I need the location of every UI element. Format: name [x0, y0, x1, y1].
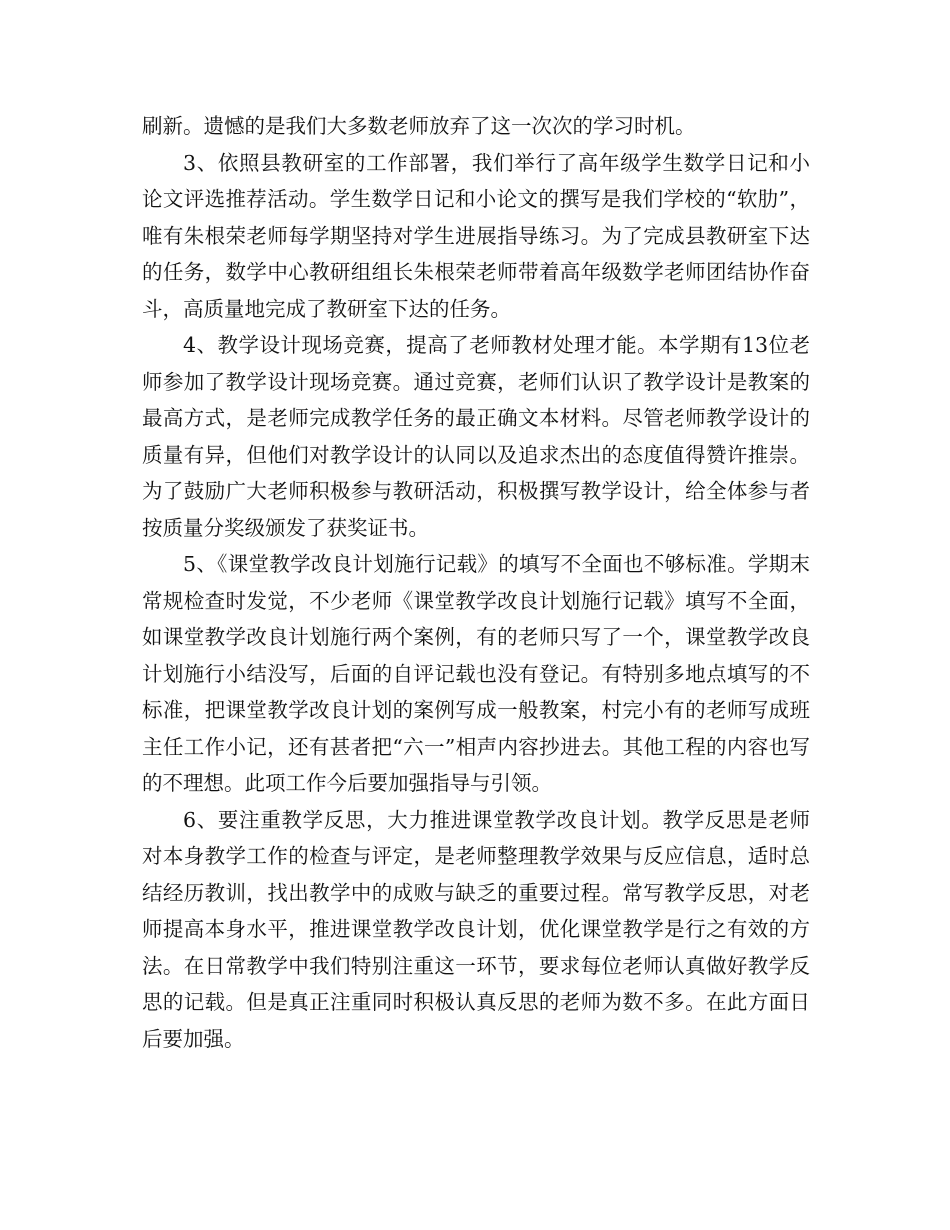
document-body [142, 108, 810, 1057]
paragraph-item-4: 4、教学设计现场竞赛，提高了老师教材处理才能。本学期有13位老师参加了教学设计现场竞赛。通过竞赛，老师们认识了教学设计是教案的最高方式，是老师完成教学任务的最正确文本材料。尽管老师教学设计的质量有异，但他们对教学设计的认同以及追求杰出的态度值得赞许推崇。为了鼓励广大老师积极参与教研活动，积极撰写教学设计，给全体参与者按质量分奖级颁发了获奖证书。 [142, 333, 810, 540]
paragraph-continuation: 刷新。遗憾的是我们大多数老师放弃了这一次次的学习时机。 [142, 114, 696, 138]
paragraph-item-6: 6、要注重教学反思，大力推进课堂教学改良计划。教学反思是老师对本身教学工作的检查与评定，是老师整理教学效果与反应信息，适时总结经历教训，找出教学中的成败与缺乏的重要过程。常写教学反思，对老师提高本身水平，推进课堂教学改良计划，优化课堂教学是行之有效的方法。在日常教学中我们特别注重这一环节，要求每位老师认真做好教学反思的记载。但是真正注重同时积极认真反思的老师为数不多。在此方面日后要加强。 [142, 807, 810, 1051]
paragraph-item-5: 5、《课堂教学改良计划施行记载》的填写不全面也不够标准。学期末常规检查时发觉，不少老师《课堂教学改良计划施行记载》填写不全面，如课堂教学改良计划施行两个案例，有的老师只写了一个，课堂教学改良计划施行小结没写，后面的自评记载也没有登记。有特别多地点填写的不标准，把课堂教学改良计划的案例写成一般教案，村完小有的老师写成班主任工作小记，还有甚者把“六一”相声内容抄进去。其他工程的内容也写的不理想。此项工作今后要加强指导与引领。 [142, 552, 810, 795]
paragraph-item-3: 3、依照县教研室的工作部署，我们举行了高年级学生数学日记和小论文评选推荐活动。学生数学日记和小论文的撰写是我们学校的“软肋”，唯有朱根荣老师每学期坚持对学生进展指导练习。为了完成县教研室下达的任务，数学中心教研组组长朱根荣老师带着高年级数学老师团结协作奋斗，高质量地完成了教研室下达的任务。 [142, 150, 810, 321]
